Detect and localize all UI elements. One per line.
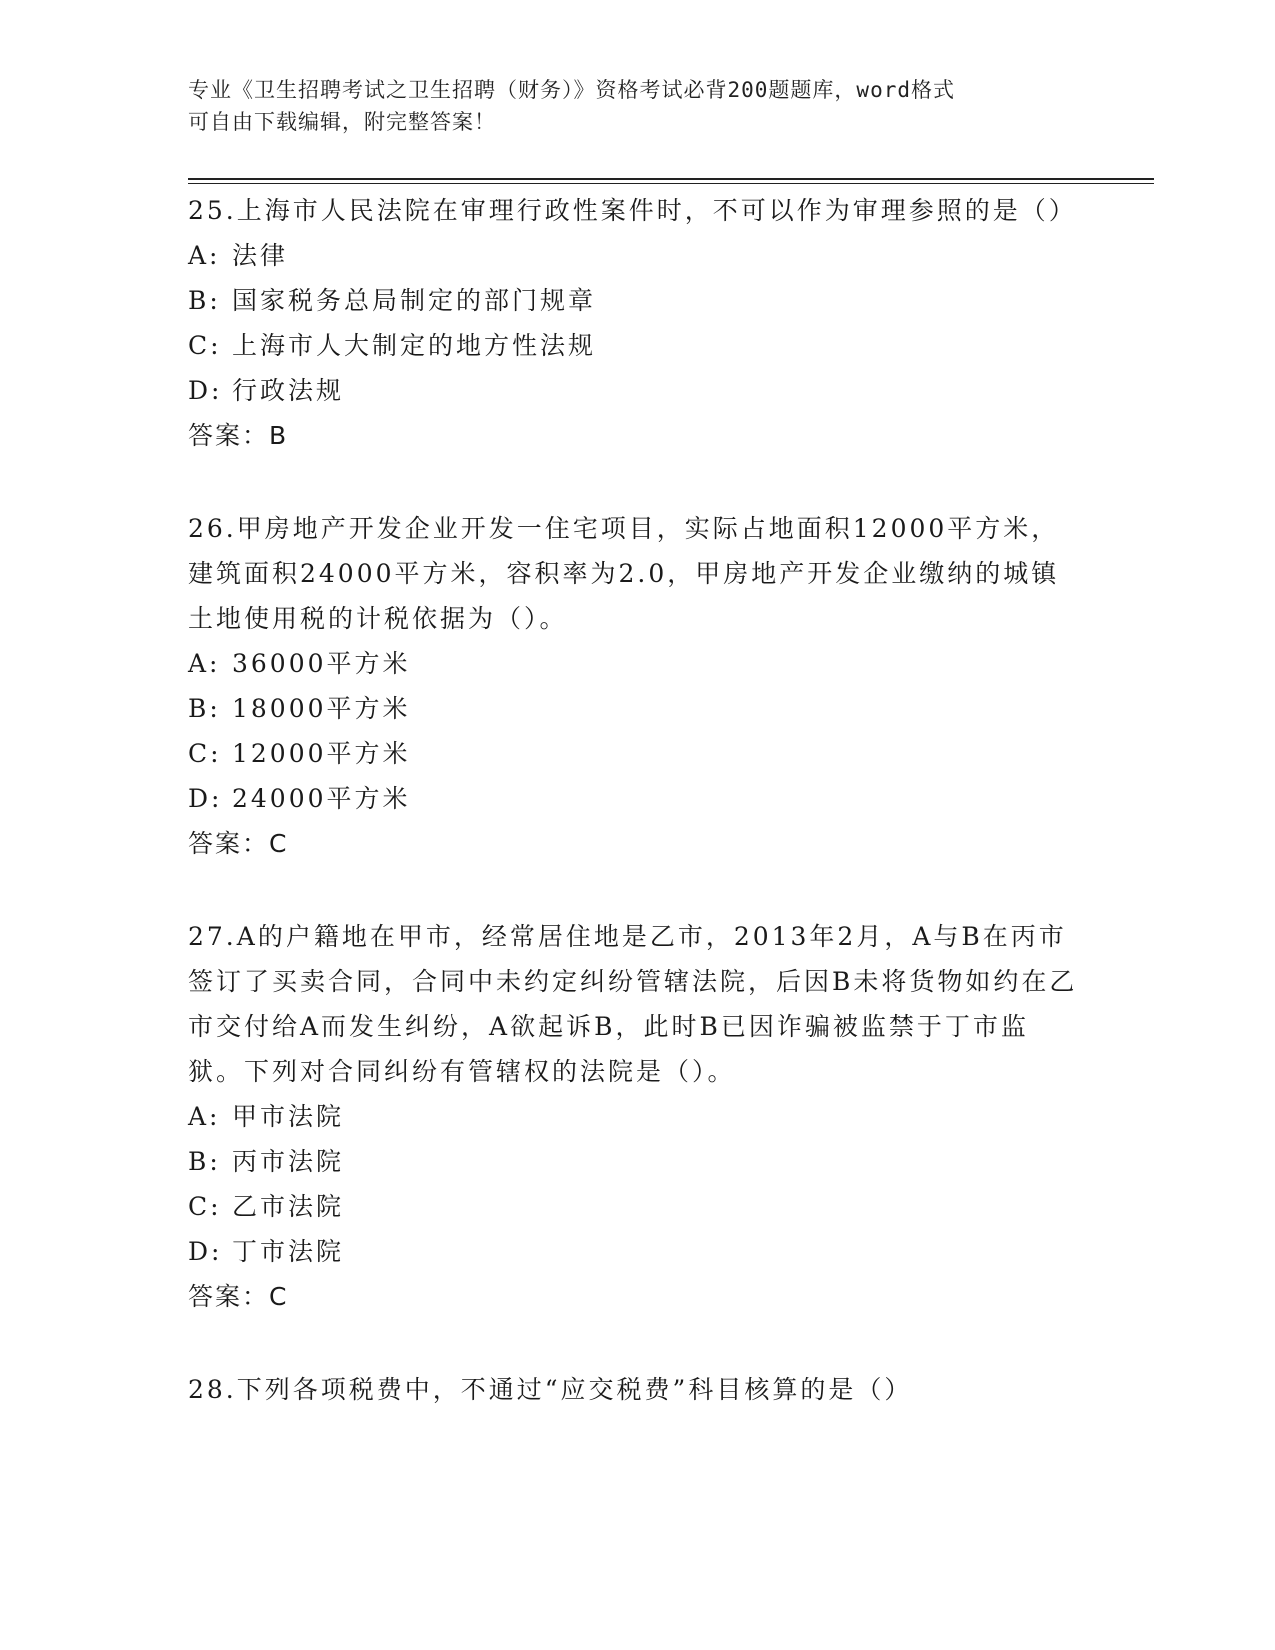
- option-text: 法律: [232, 241, 289, 270]
- option-a: [188, 233, 1088, 278]
- question-text: 27.A的户籍地在甲市，经常居住地是乙市，2013年2月，A与B在丙市签订了买卖合同，合同中未约定纠纷管辖法院，后因B未将货物如约在乙市交付给A而发生纠纷，A欲起诉B，此时B已因诈骗被监禁于丁市监狱。下列对合同纠纷有管辖权的法院是（）。: [188, 922, 1078, 1086]
- answer-line: 答案：C: [188, 829, 289, 858]
- option-text: 行政法规: [232, 376, 345, 405]
- option-c: [188, 731, 1088, 776]
- option-text: 24000平方米: [232, 784, 411, 813]
- option-text: 国家税务总局制定的部门规章: [232, 286, 597, 315]
- option-letter: A:: [188, 649, 221, 678]
- option-text: 18000平方米: [232, 694, 411, 723]
- question-list: [188, 188, 1088, 1460]
- question-text: 26.甲房地产开发企业开发一住宅项目，实际占地面积12000平方米，建筑面积24000平方米，容积率为2.0，甲房地产开发企业缴纳的城镇土地使用税的计税依据为（）。: [188, 514, 1060, 633]
- option-c: [188, 1184, 1088, 1229]
- option-c: [188, 323, 1088, 368]
- option-letter: C:: [188, 331, 222, 360]
- option-text: 甲市法院: [232, 1102, 345, 1131]
- question-text: 25.上海市人民法院在审理行政性案件时，不可以作为审理参照的是（）: [188, 196, 1077, 225]
- option-text: 乙市法院: [232, 1192, 345, 1221]
- option-letter: A:: [188, 1102, 221, 1131]
- option-text: 丙市法院: [232, 1147, 345, 1176]
- header-divider-thick: [188, 178, 1154, 180]
- option-letter: D:: [188, 784, 223, 813]
- option-letter: B:: [188, 286, 221, 315]
- question-25: [188, 188, 1088, 458]
- option-letter: A:: [188, 241, 221, 270]
- option-text: 上海市人大制定的地方性法规: [232, 331, 597, 360]
- option-b: [188, 278, 1088, 323]
- option-b: [188, 686, 1088, 731]
- option-b: [188, 1139, 1088, 1184]
- header-line-1: 专业《卫生招聘考试之卫生招聘（财务）》资格考试必背200题题库，word格式: [188, 78, 955, 102]
- answer-line: 答案：C: [188, 1282, 289, 1311]
- header-divider-thin: [188, 183, 1154, 184]
- option-letter: C:: [188, 739, 222, 768]
- option-letter: D:: [188, 1237, 223, 1266]
- header-line-2: 可自由下载编辑，附完整答案！: [188, 110, 496, 134]
- question-27: [188, 914, 1088, 1319]
- option-d: [188, 776, 1088, 821]
- question-26: [188, 506, 1088, 866]
- option-letter: B:: [188, 694, 221, 723]
- option-letter: D:: [188, 376, 223, 405]
- option-text: 36000平方米: [232, 649, 411, 678]
- option-a: [188, 1094, 1088, 1139]
- question-text: 28.下列各项税费中，不通过“应交税费”科目核算的是（）: [188, 1375, 913, 1404]
- option-a: [188, 641, 1088, 686]
- option-d: [188, 368, 1088, 413]
- option-d: [188, 1229, 1088, 1274]
- option-letter: B:: [188, 1147, 221, 1176]
- answer-line: 答案：B: [188, 421, 289, 450]
- option-text: 12000平方米: [232, 739, 411, 768]
- document-header: [188, 74, 1088, 138]
- option-text: 丁市法院: [232, 1237, 345, 1266]
- question-28: [188, 1367, 1088, 1412]
- option-letter: C:: [188, 1192, 222, 1221]
